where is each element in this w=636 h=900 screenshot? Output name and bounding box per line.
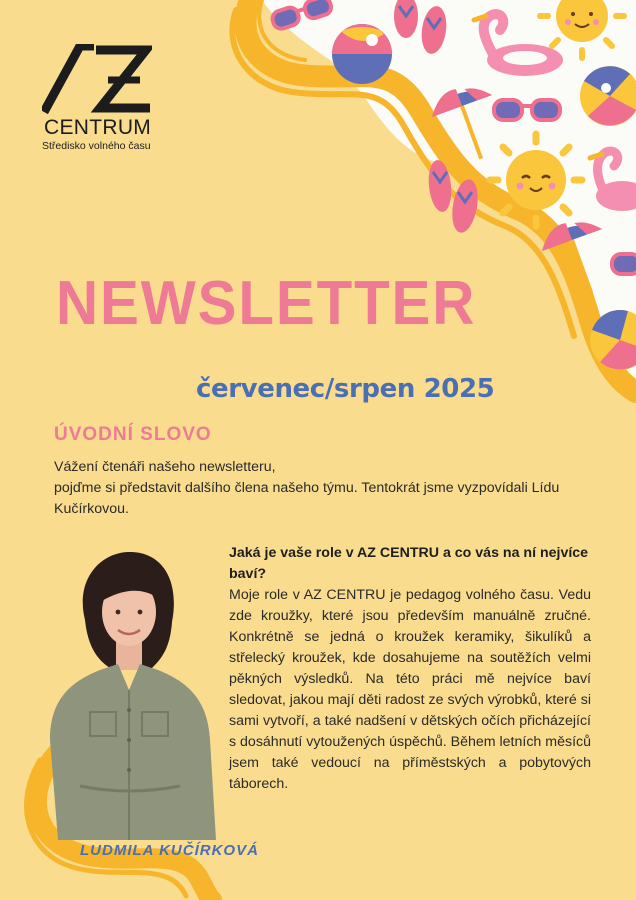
logo-tagline: Středisko volného času <box>42 140 151 152</box>
portrait-photo <box>30 540 220 840</box>
intro-line: Vážení čtenáři našeho newsletteru, <box>54 459 276 475</box>
issue-date: červenec/srpen 2025 <box>196 374 495 404</box>
beach-ball-icon <box>332 24 392 84</box>
photo-caption: LUDMILA KUČÍRKOVÁ <box>80 842 259 859</box>
interview-answer: Moje role v AZ CENTRU je pedagog volného času. Vedu zde kroužky, které jsou především manuálně zručné. Konkrétně se jedná o kroužek keramiky, šikulíků a střelecký kroužek, kde dosahujeme na soutěžích velmi pěkných výsledků. Na této práci mě nejvíce baví sledovat, jakou mají děti radost ze svých výrobků, které si sami vytvoří, a také nadšení v dětských očích přicházející s dosáhnutí vytoužených úspěchů. Během letních měsíců jsem také vedoucí na příměstských a pobytových táborech. <box>229 587 591 792</box>
az-logo-mark <box>42 44 152 116</box>
intro-heading: ÚVODNÍ SLOVO <box>54 424 212 445</box>
interview-question: Jaká je vaše role v AZ CENTRU a co vás na ní nejvíce baví? <box>229 545 589 582</box>
az-centrum-logo[interactable] <box>42 44 162 154</box>
intro-text <box>54 457 594 520</box>
interview-block <box>229 543 591 795</box>
logo-name: CENTRUM <box>44 116 152 139</box>
sunglasses-icon-3 <box>612 254 636 274</box>
intro-line: pojďme si představit dalšího člena našeho týmu. Tentokrát jsme vyzpovídali Lídu Kučírkovou. <box>54 480 560 517</box>
newsletter-title: NEWSLETTER <box>56 269 477 338</box>
